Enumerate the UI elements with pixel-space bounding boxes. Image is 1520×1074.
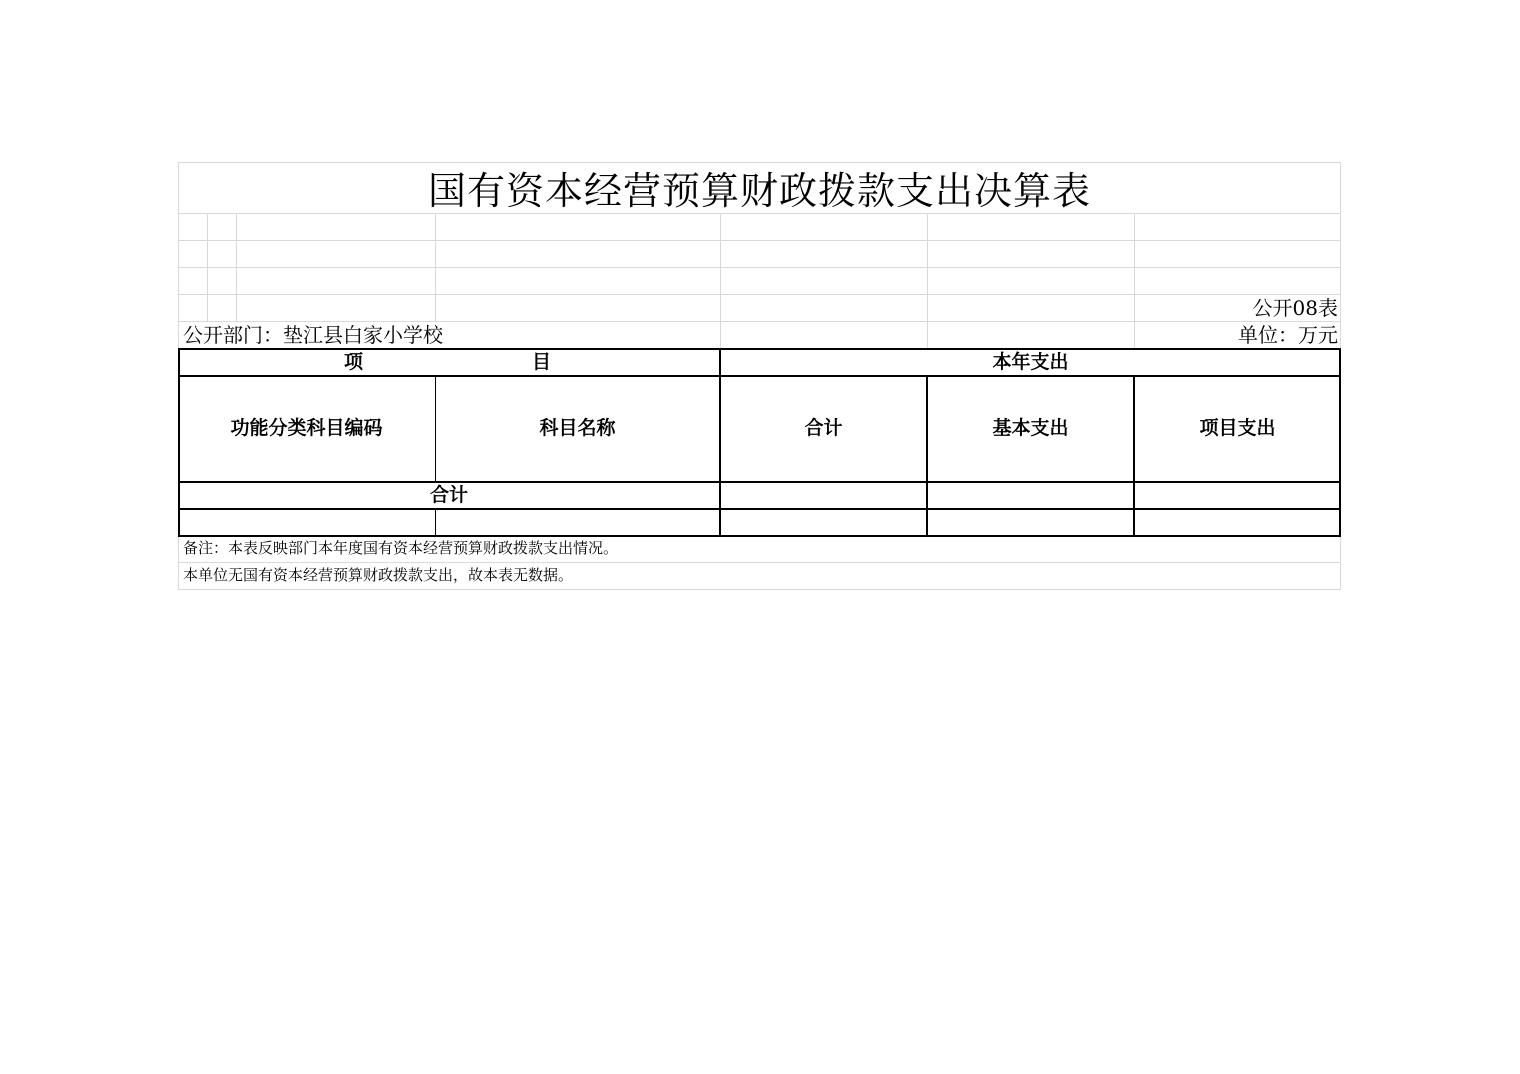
grid-line [178,294,1341,295]
column-header-function-code: 功能分类科目编码 [230,417,383,439]
grid-line [178,321,1341,322]
table-border [178,348,180,537]
note-line: 本单位无国有资本经营预算财政拨款支出，故本表无数据。 [183,566,574,584]
form-code: 公开08表 [1252,296,1338,320]
table-border [719,348,721,537]
grid-line [178,267,1341,268]
column-header-project-expenditure: 项目支出 [1199,417,1276,439]
grid-line [178,162,1341,163]
grid-line [927,213,928,348]
grid-line [207,213,208,321]
header-current-year-expenditure: 本年支出 [992,351,1069,373]
unit-label: 单位：万元 [1238,323,1338,347]
grid-line [435,213,436,321]
table-border [435,508,436,537]
table-border [1133,375,1135,537]
table-border [178,508,1341,510]
grid-line [178,562,1341,563]
table-border [178,375,1341,377]
table-border [178,481,1341,483]
table-border [178,348,1341,350]
grid-line [178,240,1341,241]
column-header-basic-expenditure: 基本支出 [992,417,1069,439]
column-header-subject-name: 科目名称 [539,417,616,439]
header-item-right: 目 [532,351,552,373]
grid-line [236,213,237,321]
total-row-label: 合计 [429,484,468,506]
grid-line [720,213,721,348]
grid-line [178,213,1341,214]
table-border [926,375,928,537]
note-line: 备注：本表反映部门本年度国有资本经营预算财政拨款支出情况。 [183,539,619,557]
header-item-left: 项 [344,351,364,373]
table-border [1339,348,1341,537]
column-header-total: 合计 [804,417,843,439]
page-title: 国有资本经营预算财政拨款支出决算表 [427,169,1091,213]
department-label: 公开部门：垫江县白家小学校 [183,323,443,347]
budget-sheet [178,162,1341,590]
grid-line [178,589,1341,590]
grid-line [1134,213,1135,348]
table-border [178,535,1341,537]
